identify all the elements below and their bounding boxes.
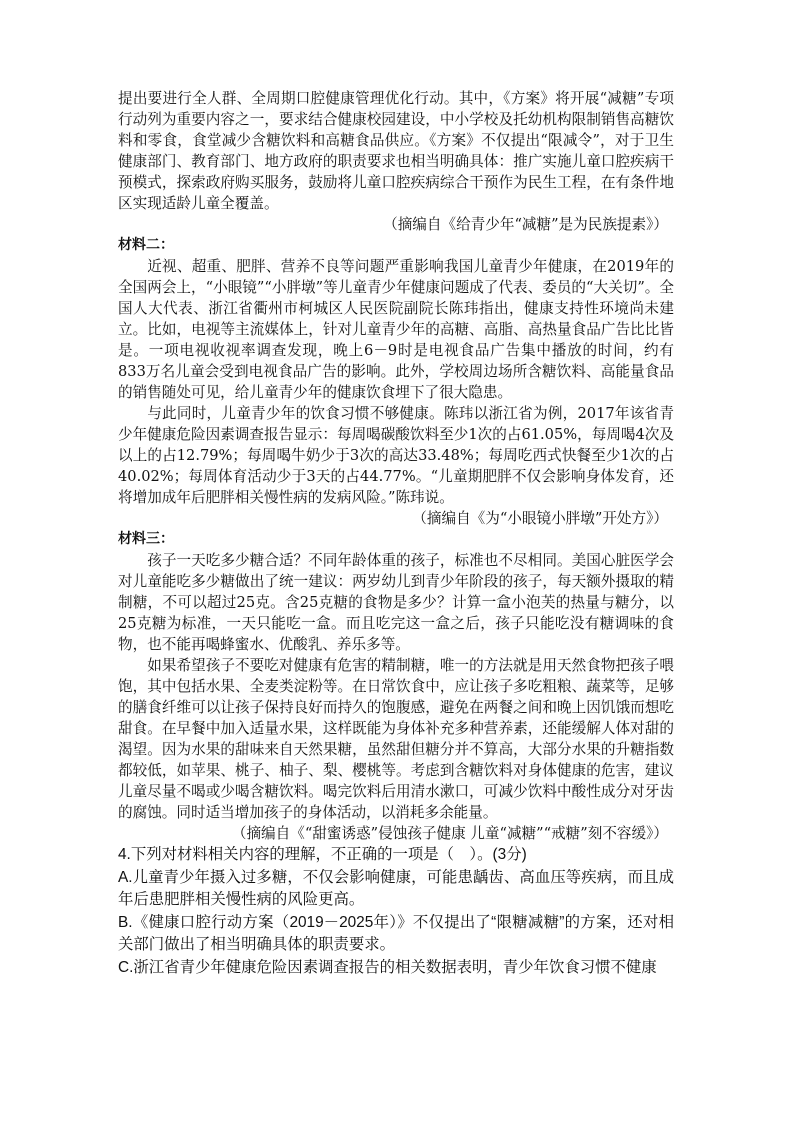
material-3-heading: 材料三： xyxy=(118,531,174,547)
option-b: B.《健康口腔行动方案（2019－2025年）》不仅提出了“限糖减糖”的方案，还对相关部门做出了相当明确具体的职责要求。 xyxy=(118,913,674,953)
passage-paragraph: 近视、超重、肥胖、营养不良等问题严重影响我国儿童青少年健康，在2019年的全国两会上，“小眼镜”“小胖墩”等儿童青少年健康问题成了代表、委员的“大关切”。全国人大代表、浙江省衢州市柯城区人民医院副院长陈玮指出，健康支持性环境尚未建立。比如，电视等主流媒体上，针对儿童青少年的高糖、高脂、高热量食品广告比比皆是。一项电视收视率调查发现，晚上6－9时是电视食品广告集中播放的时间，约有833万名儿童会受到电视食品广告的影响。此外，学校周边场所含糖饮料、高能量食品的销售随处可见，给儿童青少年的健康饮食埋下了很大隐患。 xyxy=(118,258,674,401)
option-c: C.浙江省青少年健康危险因素调查报告的相关数据表明，青少年饮食习惯不健康 xyxy=(118,958,657,976)
passage-paragraph: 提出要进行全人群、全周期口腔健康管理优化行动。其中，《方案》将开展“减糖”专项行动列为重要内容之一，要求结合健康校园建设，中小学校及托幼机构限制销售高糖饮料和零食，食堂减少含糖饮料和高糖食品供应。《方案》不仅提出“限减令”，对于卫生健康部门、教育部门、地方政府的职责要求也相当明确具体：推广实施儿童口腔疾病干预模式，探索政府购买服务，鼓励将儿童口腔疾病综合干预作为民生工程，在有条件地区实现适龄儿童全覆盖。 xyxy=(118,90,674,212)
material-2-heading: 材料二： xyxy=(118,237,174,253)
source-citation: （摘编自《给青少年“减糖”是为民族提素》） xyxy=(383,216,668,233)
document-page xyxy=(118,88,674,979)
source-citation: （摘编自《“甜蜜诱惑”侵蚀孩子健康 儿童“减糖”“戒糖”刻不容缓》） xyxy=(231,825,668,842)
question-stem: 4.下列对材料相关内容的理解，不正确的一项是（ ）。(3分) xyxy=(118,846,527,863)
option-a: A.儿童青少年摄入过多糖，不仅会影响健康，可能患龋齿、高血压等疾病，而且成年后患肥胖相关慢性病的风险更高。 xyxy=(118,868,674,908)
question-block xyxy=(118,844,674,979)
passage-paragraph: 如果希望孩子不要吃对健康有危害的精制糖，唯一的方法就是用天然食物把孩子喂饱，其中包括水果、全麦类淀粉等。在日常饮食中，应让孩子多吃粗粮、蔬菜等，足够的膳食纤维可以让孩子保持良好而持久的饱腹感，避免在两餐之间和晚上因饥饿而想吃甜食。在早餐中加入适量水果，这样既能为身体补充多种营养素，还能缓解人体对甜的渴望。因为水果的甜味来自天然果糖，虽然甜但糖分并不算高，大部分水果的升糖指数都较低，如苹果、桃子、柚子、梨、樱桃等。考虑到含糖饮料对身体健康的危害，建议儿童尽量不喝或少喝含糖饮料。喝完饮料后用清水漱口，可减少饮料中酸性成分对牙齿的腐蚀。同时适当增加孩子的身体活动，以消耗多余能量。 xyxy=(118,657,674,821)
passage-paragraph: 与此同时，儿童青少年的饮食习惯不够健康。陈玮以浙江省为例，2017年该省青少年健康危险因素调查报告显示：每周喝碳酸饮料至少1次的占61.05%，每周喝4次及以上的占12.79%；每周喝牛奶少于3次的高达33.48%；每周吃西式快餐至少1次的占40.02%；每周体育活动少于3天的占44.77%。“儿童期肥胖不仅会影响身体发育，还将增加成年后肥胖相关慢性病的发病风险。”陈玮说。 xyxy=(118,405,674,506)
source-citation: （摘编自《为“小眼镜小胖墩”开处方》） xyxy=(412,510,668,527)
passage-paragraph: 孩子一天吃多少糖合适？不同年龄体重的孩子，标准也不尽相同。美国心脏医学会对儿童能吃多少糖做出了统一建议：两岁幼儿到青少年阶段的孩子，每天额外摄取的精制糖，不可以超过25克。含25克糖的食物是多少？计算一盒小泡芙的热量与糖分，以25克糖为标准，一天只能吃一盒。而且吃完这一盒之后，孩子只能吃没有糖调味的食物，也不能再喝蜂蜜水、优酸乳、养乐多等。 xyxy=(118,552,674,653)
